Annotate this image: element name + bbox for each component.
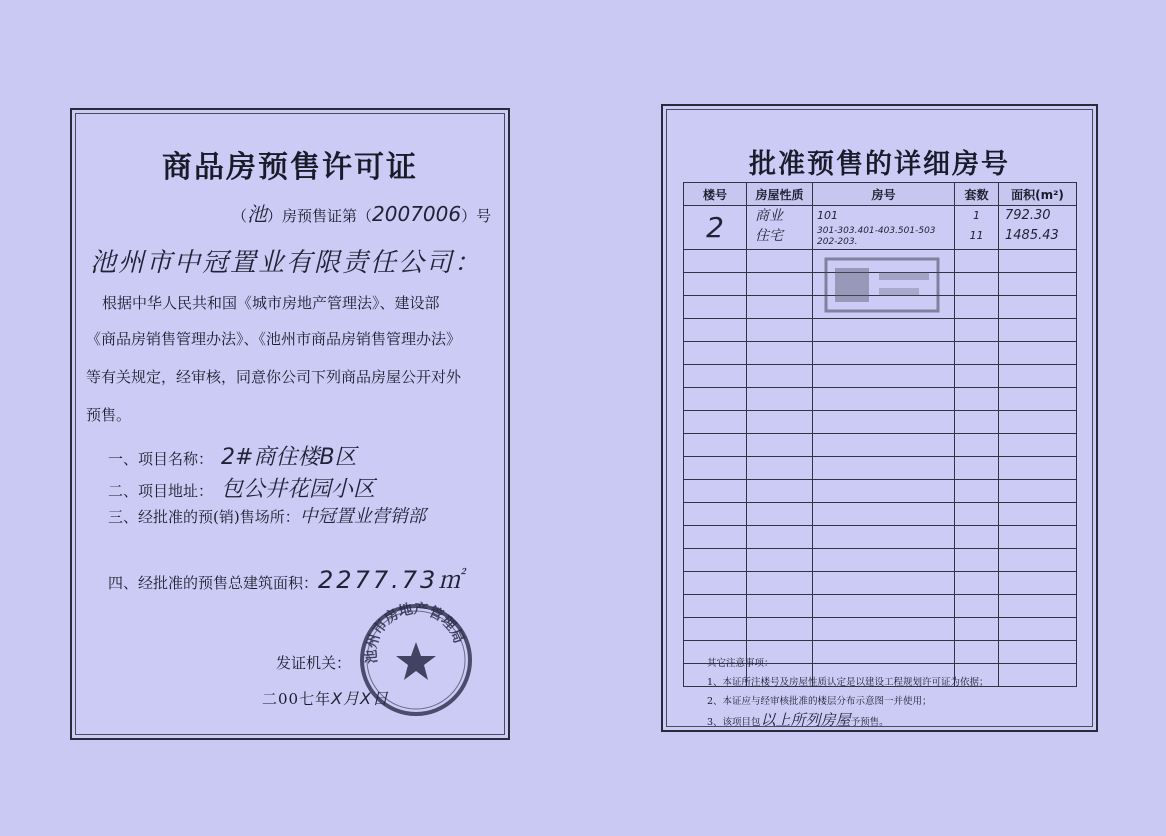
sales-location-item [108, 502, 426, 528]
table-cell [999, 411, 1077, 434]
notes-section [707, 654, 989, 732]
official-seal-icon [356, 600, 476, 720]
note-item-3 [707, 711, 989, 732]
table-cell [955, 572, 999, 595]
sales-location-value: 中冠置业营销部 [299, 506, 426, 527]
table-cell [813, 457, 955, 480]
table-cell [999, 503, 1077, 526]
table-cell [684, 342, 747, 365]
seal-text: 池州市房地产管理局 [363, 601, 467, 665]
table-cell [999, 549, 1077, 572]
table-cell [684, 411, 747, 434]
table-cell [999, 250, 1077, 273]
sets-residential: 11 [969, 229, 984, 242]
table-cell [955, 365, 999, 388]
table-cell [955, 618, 999, 641]
table-cell [999, 296, 1077, 319]
table-row [684, 342, 1077, 365]
table-cell [813, 549, 955, 572]
table-row [684, 595, 1077, 618]
table-cell [999, 342, 1077, 365]
table-cell [747, 434, 813, 457]
type-residential: 住宅 [755, 228, 783, 244]
table-cell [747, 342, 813, 365]
project-name-item [108, 440, 357, 471]
presale-permit-page [70, 108, 510, 740]
table-cell [747, 319, 813, 342]
area-commercial: 792.30 [1005, 208, 1051, 223]
table-row [684, 549, 1077, 572]
note-3-printed: 3、该项目包 [707, 717, 761, 728]
issue-date-printed: 二00七年 [262, 690, 332, 708]
sets-commercial: 1 [973, 209, 980, 222]
paragraph-line: 等有关规定，经审核，同意你公司下列商品房屋公开对外 [86, 368, 462, 386]
table-cell [999, 618, 1077, 641]
table-cell [813, 618, 955, 641]
table-cell [955, 434, 999, 457]
header-area: 面积(m²) [999, 183, 1077, 206]
table-cell [999, 388, 1077, 411]
table-cell [955, 480, 999, 503]
table-cell [955, 595, 999, 618]
type-commercial: 商业 [755, 208, 783, 224]
table-row [684, 503, 1077, 526]
table-cell [684, 457, 747, 480]
table-cell [955, 503, 999, 526]
table-cell [747, 618, 813, 641]
table-cell [999, 365, 1077, 388]
certificate-number [232, 198, 491, 227]
table-cell [747, 503, 813, 526]
table-cell [813, 365, 955, 388]
table-cell [999, 457, 1077, 480]
table-row [684, 206, 1077, 250]
seal-stamp-icon [823, 256, 941, 314]
cert-middle: ）房预售证第（ [267, 207, 373, 225]
table-cell [813, 434, 955, 457]
table-row [684, 618, 1077, 641]
rooms-residential-1: 301-303.401-403.501-503 [817, 226, 936, 236]
notes-title: 其它注意事项： [707, 658, 774, 669]
paragraph-line: 《商品房销售管理办法》、《池州市商品房销售管理办法》 [86, 330, 462, 348]
table-cell [747, 595, 813, 618]
issue-date-handwritten: X月X日 [331, 689, 390, 708]
table-cell [955, 273, 999, 296]
total-area-value: 2277.73㎡ [318, 566, 466, 594]
header-building: 楼号 [684, 183, 747, 206]
cell-type [747, 206, 813, 250]
table-cell [813, 503, 955, 526]
table-cell [999, 572, 1077, 595]
note-item: 2、本证应与经审核批准的楼层分布示意图一并使用； [707, 696, 932, 707]
table-cell [684, 250, 747, 273]
table-row [684, 411, 1077, 434]
project-address-label: 二、项目地址： [108, 482, 214, 500]
table-cell [684, 549, 747, 572]
table-cell [999, 526, 1077, 549]
table-cell [955, 549, 999, 572]
table-cell [684, 503, 747, 526]
cell-building: 2 [684, 206, 747, 250]
note-item: 1、本证所注楼号及房屋性质认定是以建设工程规划许可证为依据； [707, 677, 989, 688]
company-name: 池州市中冠置业有限责任公司： [90, 248, 483, 278]
paragraph-line: 预售。 [86, 406, 132, 424]
issuing-authority-label: 发证机关： [276, 654, 352, 672]
table-cell [684, 365, 747, 388]
table-cell [813, 572, 955, 595]
total-area-label: 四、经批准的预售总建筑面积： [108, 574, 319, 592]
table-cell [747, 457, 813, 480]
rooms-commercial: 101 [817, 209, 838, 222]
table-cell [747, 273, 813, 296]
cert-suffix: ）号 [461, 207, 492, 225]
table-row [684, 457, 1077, 480]
table-cell [684, 296, 747, 319]
room-detail-title: 批准预售的详细房号 [749, 149, 1010, 180]
project-address-value: 包公井花园小区 [221, 477, 376, 502]
table-row [684, 572, 1077, 595]
table-cell [684, 572, 747, 595]
table-cell [955, 250, 999, 273]
table-cell [684, 618, 747, 641]
table-cell [684, 273, 747, 296]
project-name-value: 2#商住楼B区 [221, 445, 357, 470]
table-cell [999, 319, 1077, 342]
table-cell [747, 480, 813, 503]
table-cell [684, 480, 747, 503]
table-cell [999, 641, 1077, 664]
table-cell [747, 365, 813, 388]
area-residential: 1485.43 [1005, 228, 1059, 243]
table-row [684, 365, 1077, 388]
table-row [684, 388, 1077, 411]
table-cell [999, 664, 1077, 687]
table-cell [747, 526, 813, 549]
table-cell [813, 595, 955, 618]
table-cell [955, 457, 999, 480]
note-3-handwritten: 以上所列房屋 [760, 711, 851, 729]
table-cell [684, 319, 747, 342]
sales-location-label: 三、经批准的预(销)售场所： [108, 508, 300, 526]
table-row [684, 434, 1077, 457]
rooms-residential-2: 202-203. [817, 237, 858, 247]
table-cell [955, 319, 999, 342]
table-row [684, 319, 1077, 342]
room-detail-page [661, 104, 1098, 732]
cert-number-handwritten: 2007006 [372, 202, 462, 226]
table-cell [684, 595, 747, 618]
table-cell [955, 296, 999, 319]
header-room-number: 房号 [813, 183, 955, 206]
table-cell [955, 342, 999, 365]
table-cell [955, 411, 999, 434]
table-cell [813, 526, 955, 549]
table-cell [747, 572, 813, 595]
note-3-suffix: 予预售。 [850, 717, 889, 728]
header-type: 房屋性质 [747, 183, 813, 206]
table-cell [955, 526, 999, 549]
cell-area [999, 206, 1077, 250]
table-cell [684, 388, 747, 411]
project-address-item [108, 472, 375, 503]
table-cell [999, 480, 1077, 503]
table-cell [813, 342, 955, 365]
table-cell [684, 526, 747, 549]
table-cell [747, 549, 813, 572]
table-cell [999, 595, 1077, 618]
table-row [684, 480, 1077, 503]
cert-city-handwritten: 池 [247, 202, 268, 226]
table-cell [955, 388, 999, 411]
table-cell [813, 411, 955, 434]
table-cell [813, 480, 955, 503]
table-cell [813, 319, 955, 342]
table-cell [747, 388, 813, 411]
cert-prefix: （ [232, 207, 248, 225]
cell-sets [955, 206, 999, 250]
permit-title: 商品房预售许可证 [162, 150, 418, 185]
table-row [684, 526, 1077, 549]
table-cell [813, 388, 955, 411]
table-cell [684, 434, 747, 457]
table-cell [999, 434, 1077, 457]
table-cell [747, 296, 813, 319]
paragraph-line: 根据中华人民共和国《城市房地产管理法》、建设部 [102, 294, 440, 312]
table-cell [747, 250, 813, 273]
total-area-item [108, 560, 465, 595]
header-sets: 套数 [955, 183, 999, 206]
table-cell [999, 273, 1077, 296]
project-name-label: 一、项目名称： [108, 450, 214, 468]
cell-rooms [813, 206, 955, 250]
table-cell [747, 411, 813, 434]
